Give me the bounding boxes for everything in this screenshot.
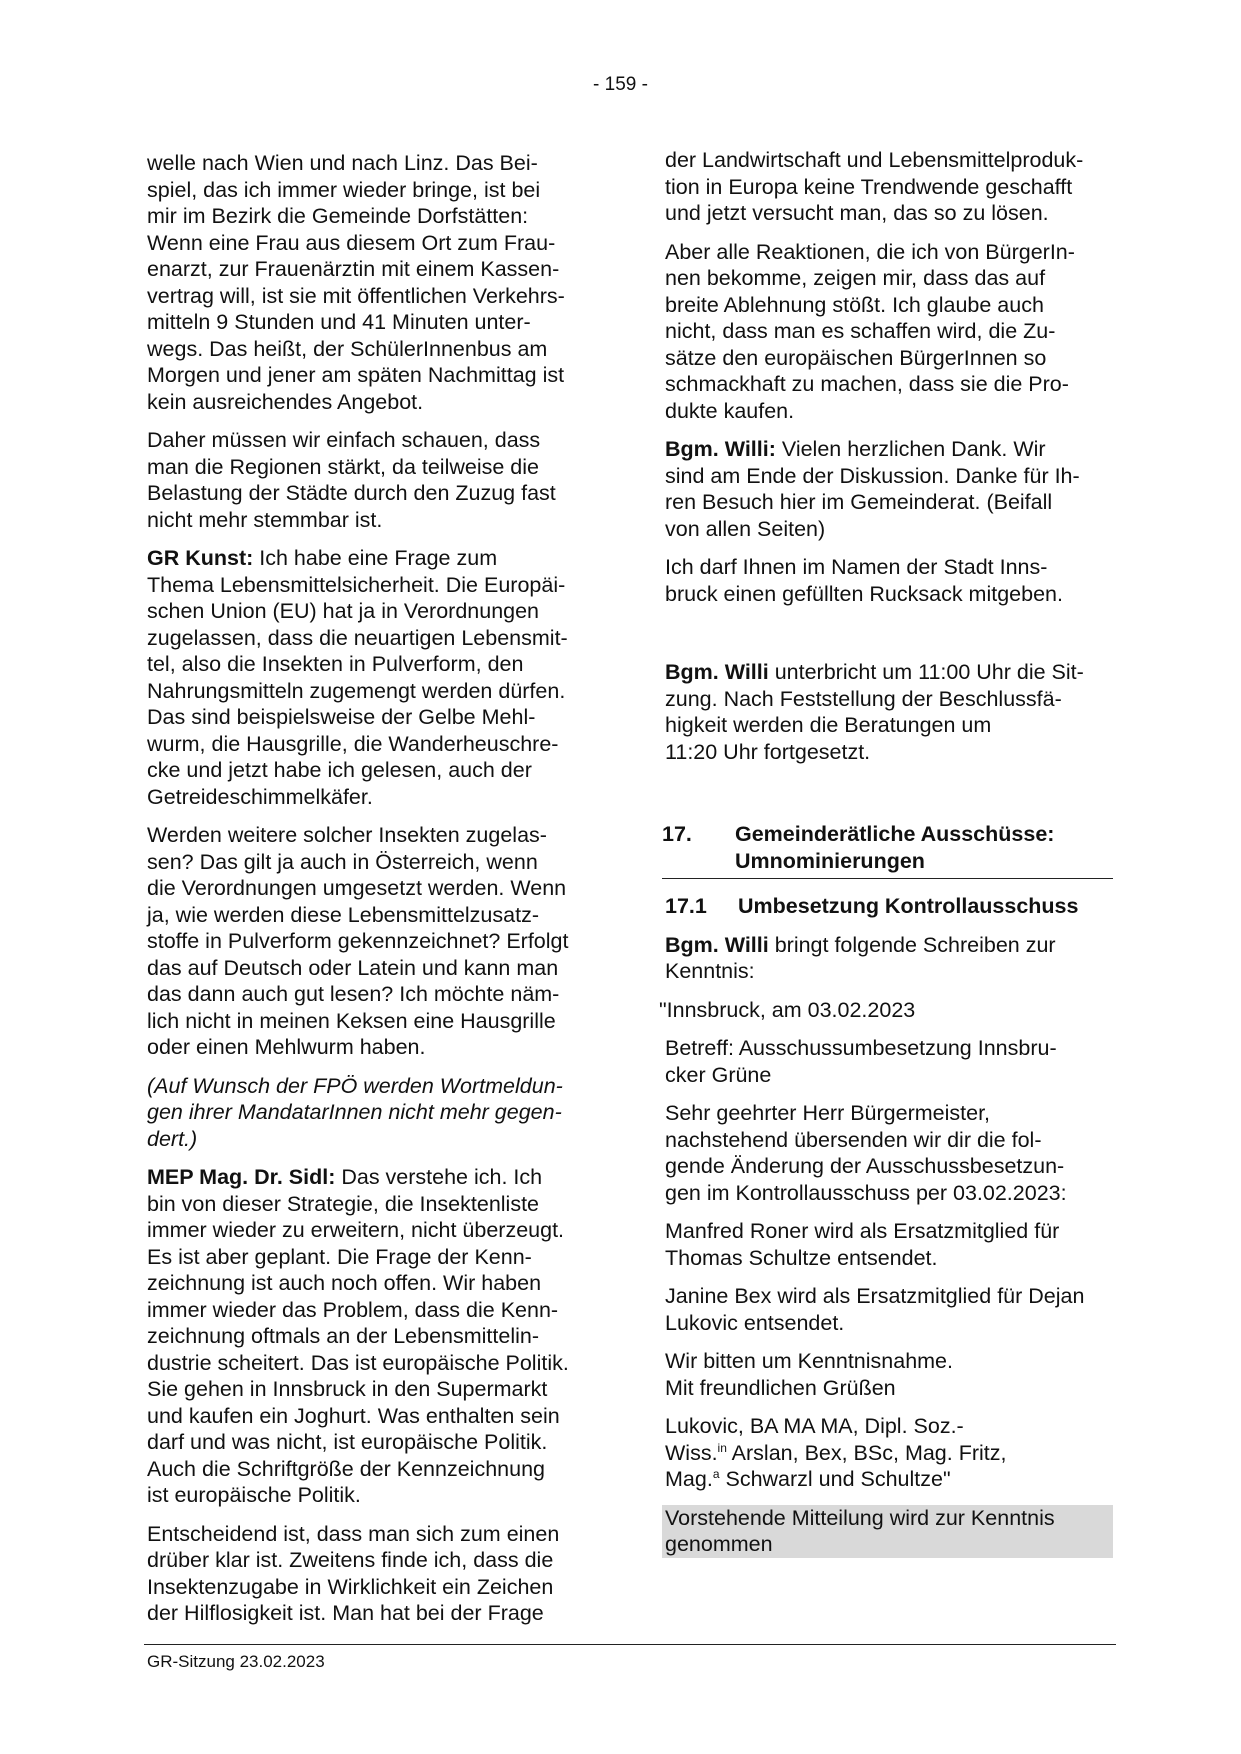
subsection-title: Umbesetzung Kontrollausschuss: [738, 894, 1079, 918]
paragraph-speaker-willi: Bgm. Willi: Vielen herzlichen Dank. Wir sind am Ende der Diskussion. Danke für Ih- ren Besuch hier im Gemeinderat. (Beifall von allen Seiten): [665, 437, 1080, 541]
paragraph: welle nach Wien und nach Linz. Das Bei- spiel, das ich immer wieder bringe, ist bei mir im Bezirk die Gemeinde Dorfstätten: Wenn eine Frau aus diesem Ort zum Frau- enarzt, zur Frauenärztin mit einem Kassen- vertrag will, ist sie mit öffentlichen Verkehrs- mitteln 9 Stunden und 41 Minuten unter- wegs. Das heißt, der SchülerInnenbus am Morgen und jener am späten Nachmittag ist kein ausreichendes Angebot.: [147, 151, 565, 414]
letter-paragraph: Sehr geehrter Herr Bürgermeister, nachstehend übersenden wir dir die fol- gende Änderung der Ausschussbesetzun- gen im Kontrollausschuss per 03.02.2023:: [665, 1101, 1067, 1205]
italic-note: (Auf Wunsch der FPÖ werden Wortmeldun- gen ihrer MandatarInnen nicht mehr gegen- dert.): [147, 1073, 563, 1151]
speaker-name: Bgm. Willi: [665, 660, 769, 684]
speaker-name: Bgm. Willi:: [665, 437, 776, 461]
paragraph: Ich darf Ihnen im Namen der Stadt Inns- bruck einen gefüllten Rucksack mitgeben.: [665, 555, 1063, 606]
speaker-name: MEP Mag. Dr. Sidl:: [147, 1165, 336, 1189]
spacer: [665, 619, 1113, 659]
letter-paragraph: Manfred Roner wird als Ersatzmitglied für Thomas Schultze entsendet.: [665, 1219, 1060, 1270]
letter-signatories: Lukovic, BA MA MA, Dipl. Soz.- Wiss.$^{in}$ Arslan, Bex, BSc, Mag. Fritz, Mag.$^a$ Schwarzl und Schultze": [665, 1414, 1007, 1491]
left-column: [147, 150, 597, 1639]
subsection-number: 17.1: [665, 894, 707, 918]
footer-text: GR-Sitzung 23.02.2023: [147, 1652, 325, 1671]
paragraph-speaker-sidl: MEP Mag. Dr. Sidl: Das verstehe ich. Ich bin von dieser Strategie, die Insektenliste immer wieder zu erweitern, nicht überzeugt. Es ist aber geplant. Die Frage der Kenn- zeichnung ist auch noch offen. Wir haben immer wieder das Problem, dass die Kenn- zeichnung oftmals an der Lebensmittelin- dustrie scheitert. Das ist europäische Politik. Sie gehen in Innsbruck in den Supermarkt und kaufen ein Joghurt. Was enthalten sein darf und was nicht, ist europäische Politik. Auch die Schriftgröße der Kennzeichnung ist europäische Politik.: [147, 1165, 569, 1507]
section-number: 17.: [662, 822, 692, 846]
letter-subject: Betreff: Ausschussumbesetzung Innsbru- cker Grüne: [665, 1036, 1057, 1087]
footer-divider: [144, 1644, 1116, 1645]
paragraph-speaker-kunst: GR Kunst: Ich habe eine Frage zum Thema Lebensmittelsicherheit. Die Europäi- schen Union (EU) hat ja in Verordnungen zugelassen, dass die neuartigen Lebensmit- tel, also die Insekten in Pulverform, den Nahrungsmitteln zugemengt werden dürfen. Das sind beispielsweise der Gelbe Mehl- wurm, die Hausgrille, die Wanderheuschre- cke und jetzt habe ich gelesen, auch der Getreideschimmelkäfer.: [147, 546, 568, 809]
section-heading: [662, 821, 1113, 879]
subsection-heading: [665, 893, 1113, 920]
paragraph: der Landwirtschaft und Lebensmittelproduk- tion in Europa keine Trendwende geschafft und jetzt versucht man, das so zu lösen.: [665, 148, 1084, 225]
page-number: - 159 -: [593, 74, 648, 95]
paragraph: Aber alle Reaktionen, die ich von BürgerIn- nen bekomme, zeigen mir, dass das auf breite Ablehnung stößt. Ich glaube auch nicht, dass man es schaffen wird, die Zu- sätze den europäischen BürgerInnen so schmackhaft zu machen, dass sie die Pro- dukte kaufen.: [665, 239, 1075, 423]
paragraph: Werden weitere solcher Insekten zugelas- sen? Das gilt ja auch in Österreich, wenn die Verordnungen umgesetzt werden. Wenn ja, wie werden diese Lebensmittelzusatz- stoffe in Pulverform gekennzeichnet? Erfolgt das auf Deutsch oder Latein und kann man das dann auch gut lesen? Ich möchte näm- lich nicht in meinen Keksen eine Hausgrille oder einen Mehlwurm haben.: [147, 823, 569, 1059]
letter-paragraph: Janine Bex wird als Ersatzmitglied für Dejan Lukovic entsendet.: [665, 1284, 1085, 1335]
letter-date: "Innsbruck, am 03.02.2023: [659, 997, 916, 1022]
paragraph-session-break: Bgm. Willi unterbricht um 11:00 Uhr die Sit- zung. Nach Feststellung der Beschlussfä- higkeit werden die Beratungen um 11:20 Uhr fortgesetzt.: [665, 660, 1084, 764]
spacer: [665, 777, 1113, 821]
paragraph: Daher müssen wir einfach schauen, dass man die Regionen stärkt, da teilweise die Belastung der Städte durch den Zuzug fast nicht mehr stemmbar ist.: [147, 428, 556, 532]
letter-closing: Wir bitten um Kenntnisnahme. Mit freundlichen Grüßen: [665, 1349, 953, 1400]
speaker-name: GR Kunst:: [147, 546, 254, 570]
speaker-name: Bgm. Willi: [665, 932, 769, 957]
right-column: [659, 147, 1113, 1570]
resolution-box: Vorstehende Mitteilung wird zur Kenntnis genommen: [662, 1505, 1113, 1558]
paragraph: Entscheidend ist, dass man sich zum einen drüber klar ist. Zweitens finde ich, dass die Insektenzugabe in Wirklichkeit ein Zeichen der Hilflosigkeit ist. Man hat bei der Frage: [147, 1521, 560, 1625]
section-title: Gemeinderätliche Ausschüsse: Umnominierungen: [735, 822, 1055, 873]
paragraph: Bgm. Willi bringt folgende Schreiben zur Kenntnis:: [665, 932, 1056, 983]
